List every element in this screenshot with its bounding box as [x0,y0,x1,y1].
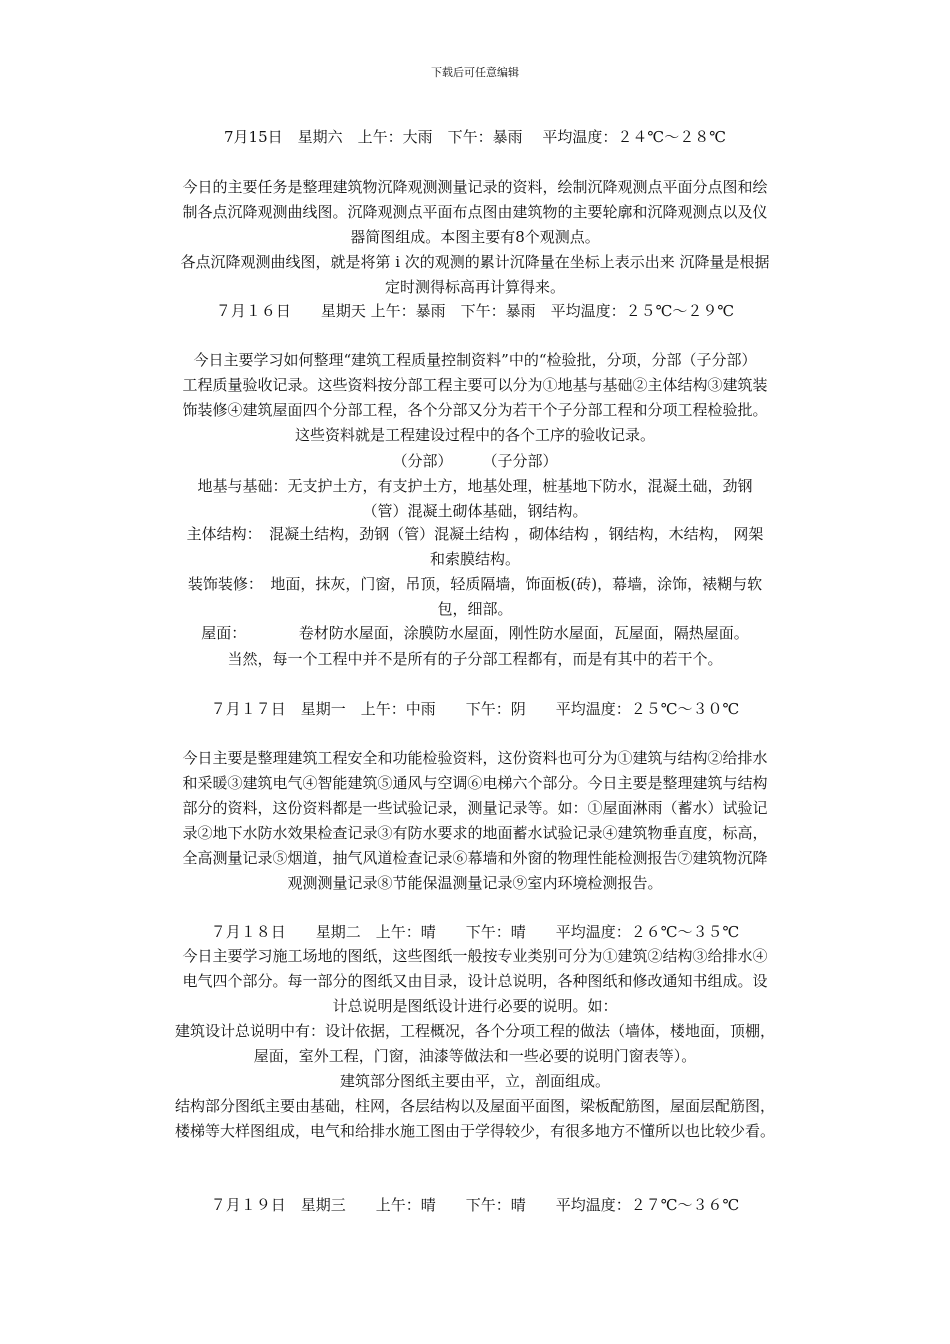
paragraph-line: 当然，每一个工程中并不是所有的子分部工程都有，而是有其中的若干个。 [227,650,723,668]
paragraph-line: 屋面： 卷材防水屋面，涂膜防水屋面，刚性防水屋面，瓦屋面，隔热屋面。 [201,624,749,642]
paragraph-line: 定时测得标高再计算得来。 [384,278,565,296]
paragraph-line: 各点沉降观测曲线图，就是将第 i 次的观测的累计沉降量在坐标上表示出来 沉降量是根据 [180,253,770,271]
paragraph-line: 包，细部。 [437,600,513,618]
paragraph-line: 器简图组成。本图主要有8个观测点。 [350,228,600,246]
paragraph-line: 工程质量验收记录。这些资料按分部工程主要可以分为①地基与基础②主体结构③建筑装 [182,376,768,394]
paragraph-line: 主体结构： 混凝土结构，劲钢（管）混凝土结构 ，砌体结构 ，钢结构，木结构， 网架 [186,525,764,543]
diary-date-line: ７月１８日 星期二 上午：晴 下午：晴 平均温度：２６℃～３５℃ [210,923,740,941]
paragraph-line: 今日主要是整理建筑工程安全和功能检验资料，这份资料也可分为①建筑与结构②给排水 [182,749,768,767]
paragraph-line: 屋面，室外工程，门窗，油漆等做法和一些必要的说明门窗表等）。 [253,1047,697,1065]
diary-date-line: ７月１６日 星期天 上午：暴雨 下午：暴雨 平均温度：２５℃～２９℃ [215,302,735,320]
paragraph-line: 录②地下水防水效果检查记录③有防水要求的地面蓄水试验记录④建筑物垂直度，标高， [182,824,768,842]
paragraph-line: 建筑部分图纸主要由平，立，剖面组成。 [339,1072,610,1090]
paragraph-line: 这些资料就是工程建设过程中的各个工序的验收记录。 [294,426,655,444]
paragraph-line: 今日的主要任务是整理建筑物沉降观测测量记录的资料，绘制沉降观测点平面分点图和绘 [182,178,768,196]
paragraph-line: 饰装修④建筑屋面四个分部工程，各个分部又分为若干个子分部工程和分项工程检验批。 [182,401,768,419]
paragraph-line: 部分的资料，这份资料都是一些试验记录，测量记录等。如：①屋面淋雨（蓄水）试验记 [182,799,768,817]
paragraph-line: 今日主要学习如何整理“建筑工程质量控制资料”中的“检验批，分项，分部（子分部） [193,351,757,369]
paragraph-line: 和采暖③建筑电气④智能建筑⑤通风与空调⑥电梯六个部分。今日主要是整理建筑与结构 [182,774,768,792]
paragraph-line: 全高测量记录⑤烟道，抽气风道检查记录⑥幕墙和外窗的物理性能检测报告⑦建筑物沉降 [182,849,768,867]
paragraph-line: 楼梯等大样图组成，电气和给排水施工图由于学得较少，有很多地方不懂所以也比较少看。 [174,1122,775,1140]
paragraph-line: 电气四个部分。每一部分的图纸又由目录，设计总说明，各种图纸和修改通知书组成。设 [182,972,768,990]
diary-date-line: ７月１７日 星期一 上午：中雨 下午：阴 平均温度：２５℃～３０℃ [210,700,740,718]
page-header: 下载后可任意编辑 [431,66,519,79]
paragraph-line: 装饰装修： 地面，抹灰，门窗，吊顶，轻质隔墙，饰面板(砖)，幕墙，涂饰，裱糊与软 [187,575,763,593]
diary-date-line: ７月１９日 星期三 上午：晴 下午：晴 平均温度：２７℃～３６℃ [210,1196,740,1214]
paragraph-line: 地基与基础：无支护土方，有支护土方，地基处理，桩基地下防水，混凝土础，劲钢 [197,477,753,495]
paragraph-line: （管）混凝土砌体基础，钢结构。 [362,502,588,520]
paragraph-line: 计总说明是图纸设计进行必要的说明。如： [332,997,618,1015]
paragraph-line: 结构部分图纸主要由基础，柱网，各层结构以及屋面平面图，梁板配筋图，屋面层配筋图， [174,1097,775,1115]
paragraph-line: 观测测量记录⑧节能保温测量记录⑨室内环境检测报告。 [287,874,663,892]
paragraph-line: 建筑设计总说明中有：设计依据，工程概况，各个分项工程的做法（墙体，楼地面，顶棚， [174,1022,775,1040]
diary-date-line: 7月15日 星期六 上午：大雨 下午：暴雨 平均温度：２４℃～２８℃ [224,128,726,146]
paragraph-line: 和索膜结构。 [429,550,520,568]
paragraph-line: （分部） （子分部） [392,452,558,470]
paragraph-line: 制各点沉降观测曲线图。沉降观测点平面布点图由建筑物的主要轮廓和沉降观测点以及仪 [182,203,768,221]
paragraph-line: 今日主要学习施工场地的图纸，这些图纸一般按专业类别可分为①建筑②结构③给排水④ [182,947,768,965]
